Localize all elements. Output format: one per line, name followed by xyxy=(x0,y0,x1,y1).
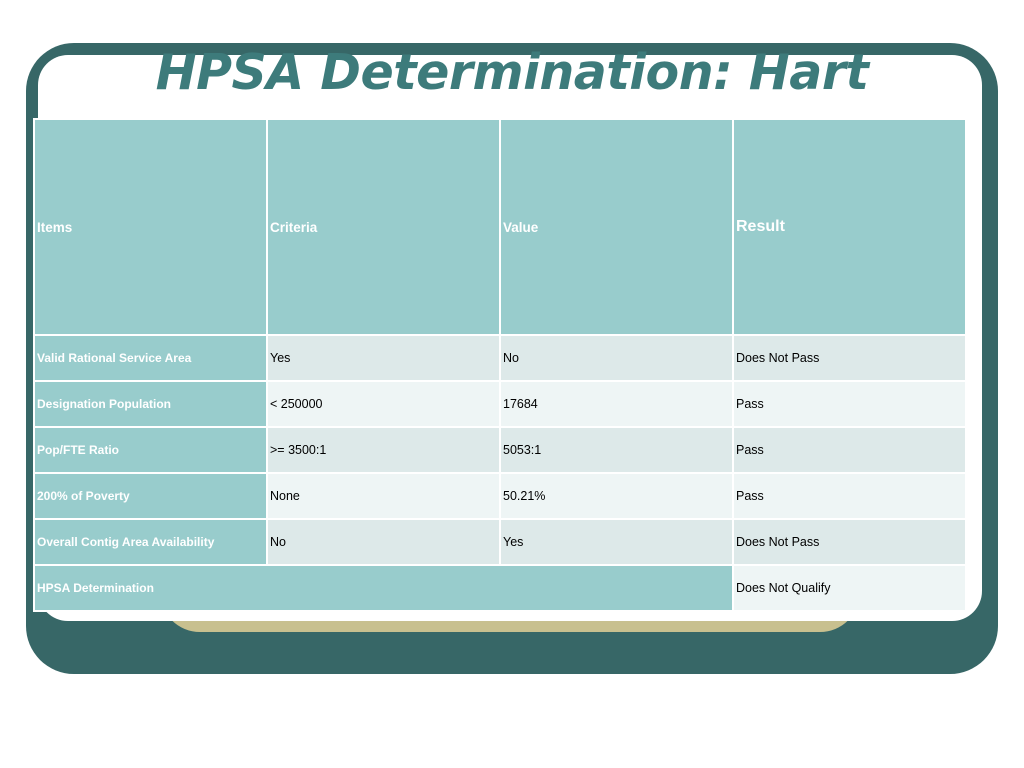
table-row xyxy=(34,519,966,565)
row-result: Pass xyxy=(733,427,966,473)
row-criteria: None xyxy=(267,473,500,519)
hpsa-table xyxy=(33,118,967,612)
row-result: Pass xyxy=(733,381,966,427)
row-value: 5053:1 xyxy=(500,427,733,473)
row-item: Pop/FTE Ratio xyxy=(34,427,267,473)
row-value: 17684 xyxy=(500,381,733,427)
row-item: Overall Contig Area Availability xyxy=(34,519,267,565)
table-row xyxy=(34,427,966,473)
slide-title: HPSA Determination: Hart xyxy=(155,44,869,101)
row-item: Valid Rational Service Area xyxy=(34,335,267,381)
row-result: Pass xyxy=(733,473,966,519)
row-value: 50.21% xyxy=(500,473,733,519)
table-row xyxy=(34,335,966,381)
row-item: 200% of Poverty xyxy=(34,473,267,519)
row-criteria: Yes xyxy=(267,335,500,381)
row-result: Does Not Pass xyxy=(733,335,966,381)
row-result: Does Not Pass xyxy=(733,519,966,565)
determination-label: HPSA Determination xyxy=(34,565,733,611)
header-criteria: Criteria xyxy=(267,119,500,335)
header-result: Result xyxy=(733,119,966,335)
table-header-row xyxy=(34,119,966,335)
row-criteria: >= 3500:1 xyxy=(267,427,500,473)
row-criteria: No xyxy=(267,519,500,565)
determination-row xyxy=(34,565,966,611)
header-items: Items xyxy=(34,119,267,335)
table-row xyxy=(34,473,966,519)
row-item: Designation Population xyxy=(34,381,267,427)
row-value: No xyxy=(500,335,733,381)
determination-value: Does Not Qualify xyxy=(733,565,966,611)
header-value: Value xyxy=(500,119,733,335)
row-criteria: < 250000 xyxy=(267,381,500,427)
row-value: Yes xyxy=(500,519,733,565)
table-row xyxy=(34,381,966,427)
